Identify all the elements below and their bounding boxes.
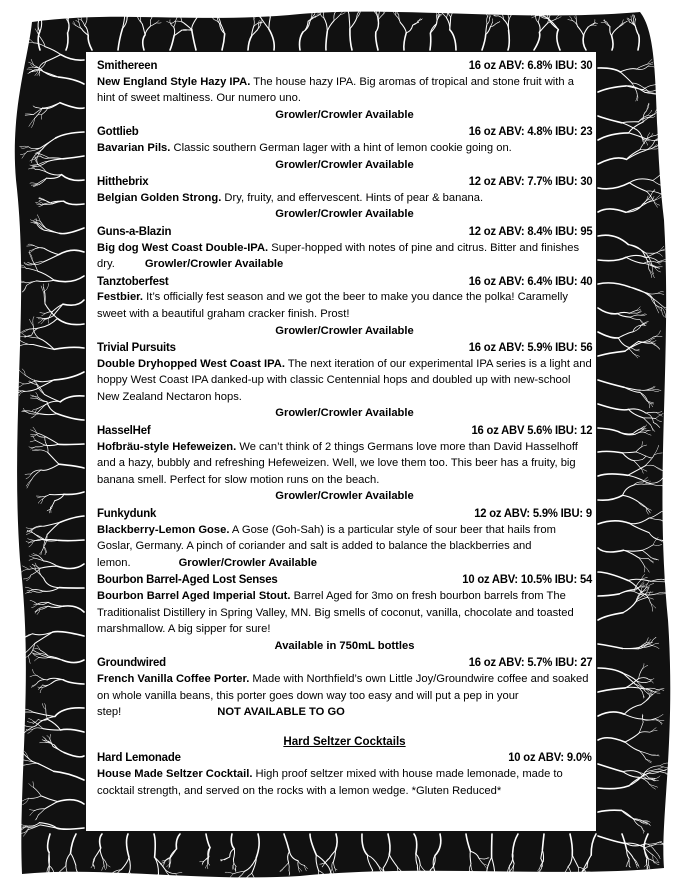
beer-description [97, 671, 592, 721]
cocktail-name: Hard Lemonade [97, 750, 181, 765]
menu-item-tanztoberfest [97, 273, 592, 339]
section-title-hard-seltzer: Hard Seltzer Cocktails [283, 733, 406, 748]
availability: Growler/Crowler Available [275, 407, 414, 420]
availability: Growler/Crowler Available [275, 324, 414, 337]
menu-item-hasselhef [97, 422, 592, 505]
beer-menu [97, 57, 592, 799]
menu-item-guns-a-blazin [97, 223, 592, 273]
beer-notes: Barrel Aged for 3mo on fresh bourbon barrels from The Traditionalist Distillery in Spring Valley, MN. Big smells of coconut, vanilla, chocolate and toasted marshmallow. A big sipper for sure! [97, 590, 574, 636]
cocktail-style: House Made Seltzer Cocktail. [97, 767, 253, 780]
beer-specs: 16 oz ABV 5.6% IBU: 12 [471, 423, 592, 438]
beer-specs: 12 oz ABV: 8.4% IBU: 95 [468, 223, 592, 238]
beer-name: Trivial Pursuits [97, 340, 176, 355]
beer-notes: Dry, fruity, and effervescent. Hints of pear & banana. [221, 191, 484, 204]
beer-style: Festbier. [97, 291, 144, 304]
beer-name: Bourbon Barrel-Aged Lost Senses [97, 572, 278, 587]
beer-specs: 16 oz ABV: 5.9% IBU: 56 [468, 340, 592, 355]
beer-name: HasselHef [97, 423, 151, 438]
beer-name: Hitthebrix [97, 174, 149, 189]
menu-item-hitthebrix [97, 173, 592, 223]
beer-description [97, 439, 592, 489]
beer-description [97, 356, 592, 406]
beer-notes: Super-hopped with notes of pine and citrus. Bitter and finishes dry. [97, 241, 580, 271]
beer-description [97, 190, 592, 207]
beer-name: Guns-a-Blazin [97, 223, 172, 238]
beer-description [97, 588, 592, 638]
cocktail-specs: 10 oz ABV: 9.0% [508, 750, 592, 765]
beer-specs: 12 oz ABV: 7.7% IBU: 30 [468, 174, 592, 189]
availability: Growler/Crowler Available [275, 158, 414, 171]
beer-style: Hofbräu-style Hefeweizen. [97, 440, 237, 453]
beer-notes: A Gose (Goh-Sah) is a particular style of sour beer that hails from Goslar, Germany. A pinch of coriander and salt is added to balance the blackberries and lemon. [97, 523, 556, 569]
beer-specs: 16 oz ABV: 4.8% IBU: 23 [468, 124, 592, 139]
beer-specs: 16 oz ABV: 5.7% IBU: 27 [468, 655, 592, 670]
beer-description [97, 240, 592, 273]
beer-specs: 10 oz ABV: 10.5% IBU: 54 [462, 572, 592, 587]
menu-item-lost-senses [97, 571, 592, 654]
cocktail-notes: High proof seltzer mixed with house made lemonade, made to cocktail strength, and served on the rocks with a lemon wedge. *Gluten Reduced* [97, 767, 563, 797]
beer-name: Smithereen [97, 58, 158, 72]
beer-notes: The next iteration of our experimental IPA series is a light and hoppy West Coast IPA danked-up with classic Centennial hops and doubled up with new-school New Zealand Nectaron hops. [97, 357, 592, 403]
beer-notes: The house hazy IPA. Big aromas of tropical and stone fruit with a hint of sweet maltiness. Our numero uno. [97, 75, 574, 105]
beer-style: New England Style Hazy IPA. [97, 75, 251, 88]
beer-specs: 12 oz ABV: 5.9% IBU: 9 [474, 506, 592, 521]
availability: Growler/Crowler Available [275, 108, 414, 121]
availability: Growler/Crowler Available [144, 258, 284, 271]
beer-notes: It’s officially fest season and we got the beer to make you dance the polka! Caramelly sweet with a beautiful graham cracker finish. Prost! [97, 291, 568, 320]
beer-name: Groundwired [97, 655, 166, 670]
beer-style: Bourbon Barrel Aged Imperial Stout. [97, 590, 291, 602]
menu-item-gottlieb [97, 123, 592, 173]
beer-description [97, 74, 592, 107]
availability: Available in 750mL bottles [274, 639, 415, 652]
menu-item-smithereen [97, 57, 592, 123]
beer-name: Funkydunk [97, 506, 157, 521]
beer-description [97, 522, 592, 572]
beer-specs: 16 oz ABV: 6.4% IBU: 40 [468, 273, 592, 288]
beer-style: French Vanilla Coffee Porter. [97, 672, 250, 685]
availability: Growler/Crowler Available [275, 208, 414, 221]
beer-notes: Classic southern German lager with a hint of lemon cookie going on. [170, 141, 512, 154]
beer-style: Belgian Golden Strong. [97, 191, 222, 204]
beer-style: Double Dryhopped West Coast IPA. [97, 357, 285, 370]
availability: Growler/Crowler Available [178, 556, 318, 569]
beer-description [97, 289, 592, 322]
availability: Growler/Crowler Available [275, 490, 414, 503]
beer-name: Tanztoberfest [97, 273, 169, 288]
beer-description [97, 140, 592, 157]
beer-specs: 16 oz ABV: 6.8% IBU: 30 [468, 58, 592, 72]
availability: NOT AVAILABLE TO GO [217, 706, 345, 719]
beer-notes: We can’t think of 2 things Germans love more than David Hasselhoff and a hazy, bubbly and refreshing Hefeweizen. Well, we love them too. This beer has a fruity, big banana smell. Perfect for slow motion runs on the beach. [97, 440, 578, 486]
menu-item-trivial-pursuits [97, 339, 592, 422]
beer-style: Blackberry-Lemon Gose. [97, 523, 230, 536]
beer-style: Big dog West Coast Double-IPA. [97, 241, 269, 254]
menu-item-groundwired [97, 654, 592, 720]
cocktail-description [97, 766, 592, 799]
beer-name: Gottlieb [97, 124, 139, 139]
beer-style: Bavarian Pils. [97, 141, 171, 154]
beer-notes: Made with Northfield’s own Little Joy/Groundwire coffee and soaked on whole vanilla beans, this porter goes down way too easy and will put a pep in your step! [97, 672, 589, 719]
menu-item-hard-lemonade [97, 749, 592, 799]
menu-item-funkydunk [97, 505, 592, 571]
